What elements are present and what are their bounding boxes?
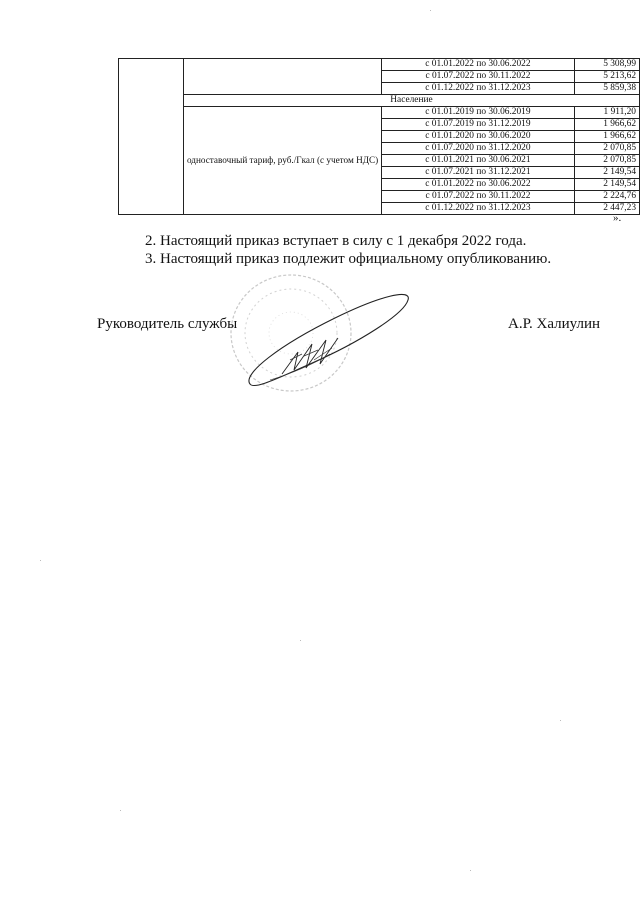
table-row-section [119, 95, 640, 107]
period-cell: с 01.01.2020 по 30.06.2020 [382, 131, 574, 143]
value-cell: 5 213,62 [574, 71, 639, 83]
period-cell: с 01.01.2021 по 30.06.2021 [382, 155, 574, 167]
tariff-parameter-label: одноставочный тариф, руб./Гкал (с учетом НДС) [183, 107, 381, 215]
period-cell: с 01.07.2019 по 31.12.2019 [382, 119, 574, 131]
clause-publication: 3. Настоящий приказ подлежит официальному опубликованию. [145, 251, 552, 267]
value-cell: 2 149,54 [574, 179, 639, 191]
scan-speck [40, 560, 41, 561]
table-cell-empty [119, 59, 184, 215]
closing-quote: ». [613, 212, 622, 224]
table-row [119, 59, 640, 71]
period-cell: с 01.12.2022 по 31.12.2023 [382, 83, 574, 95]
period-cell: с 01.01.2022 по 30.06.2022 [382, 59, 574, 71]
value-cell: 5 859,38 [574, 83, 639, 95]
value-cell: 2 070,85 [574, 155, 639, 167]
scan-speck [430, 10, 431, 11]
table-cell-empty-param [183, 59, 381, 95]
period-cell: с 01.07.2022 по 30.11.2022 [382, 71, 574, 83]
period-cell: с 01.12.2022 по 31.12.2023 [382, 203, 574, 215]
value-cell: 2 447,23 [574, 203, 639, 215]
value-cell: 1 966,62 [574, 119, 639, 131]
period-cell: с 01.01.2022 по 30.06.2022 [382, 179, 574, 191]
clause-effective-date: 2. Настоящий приказ вступает в силу с 1 декабря 2022 года. [145, 233, 527, 249]
value-cell: 2 149,54 [574, 167, 639, 179]
table-row [119, 107, 640, 119]
value-cell: 1 966,62 [574, 131, 639, 143]
period-cell: с 01.07.2020 по 31.12.2020 [382, 143, 574, 155]
section-header-population: Население [183, 95, 639, 107]
period-cell: с 01.07.2022 по 30.11.2022 [382, 191, 574, 203]
scan-speck [120, 810, 121, 811]
signatory-title: Руководитель службы [97, 316, 238, 332]
period-cell: с 01.07.2021 по 31.12.2021 [382, 167, 574, 179]
value-cell: 5 308,99 [574, 59, 639, 71]
value-cell: 2 224,76 [574, 191, 639, 203]
period-cell: с 01.01.2019 по 30.06.2019 [382, 107, 574, 119]
value-cell: 2 070,85 [574, 143, 639, 155]
value-cell: 1 911,20 [574, 107, 639, 119]
tariff-table [118, 58, 640, 215]
scan-speck [300, 640, 301, 641]
handwritten-signature [240, 290, 415, 390]
signatory-name: А.Р. Халиулин [508, 316, 601, 332]
scan-speck [470, 870, 471, 871]
scan-speck [560, 720, 561, 721]
